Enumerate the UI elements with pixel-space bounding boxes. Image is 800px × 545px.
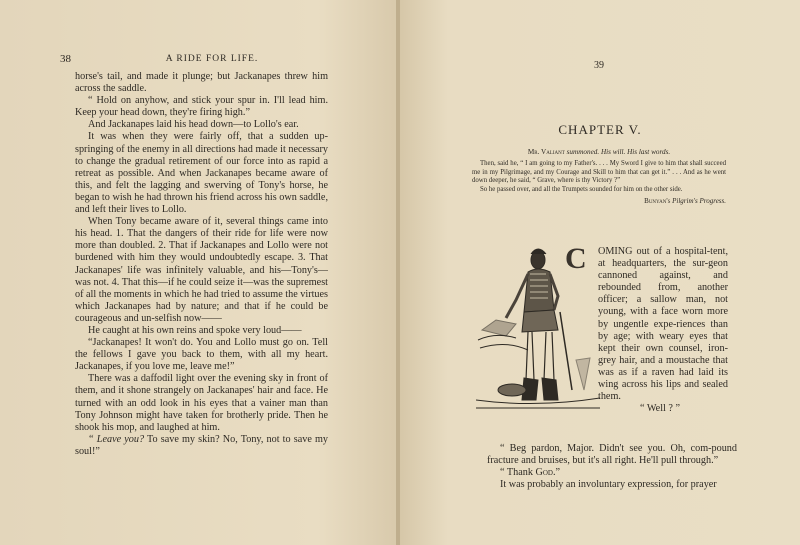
paragraph: It was probably an involuntary expression, for prayer xyxy=(500,479,717,491)
epigraph-paragraph: So he passed over, and all the Trumpets sounded for him on the other side. xyxy=(480,186,683,194)
epigraph xyxy=(472,148,726,206)
left-page xyxy=(0,0,398,545)
final-text: To save my skin? No, Tony, not to save my soul!” xyxy=(75,433,328,457)
thank-end: .” xyxy=(552,467,561,479)
running-title: A RIDE FOR LIFE. xyxy=(165,54,259,64)
drop-cap: C xyxy=(565,242,587,275)
dialogue-line: “ Well ? ” xyxy=(640,403,681,415)
opening-paragraph: OMING out of a hospital-tent, at headquarters, the sur-geon cannoned against, and rebounded from, another officer; a sallow man, not young, with a face worn more by ungentle expe-riences than by age; with weary eyes that kept their own counsel, iron-grey hair, and a moustache that was as if a raven had laid its wing across his lips and sealed them. xyxy=(598,246,728,403)
left-page-body xyxy=(75,71,328,458)
epigraph-heading xyxy=(472,148,726,157)
paragraph xyxy=(487,467,737,479)
epigraph-paragraph: Then, said he, “ I am going to my Father's. . . . My Sword I give to him that shall succeed me in my Pilgrimage, and my Courage and Skill to him that can get it.” . . . And as he went down deeper, he said, “ Grave, where is thy Victory ?” xyxy=(472,159,726,185)
paragraph: It was when they were fairly off, that a sudden up-springing of the enemy in all directions had made it necessary to change the gradual retirement of our force into as rapid a retreat as possible. And when Jackanapes became aware of this, and felt the lagging and swerving of Tony's horse, he began to wish he had thrown his friend across his own saddle, and left their lives to Lollo. xyxy=(75,131,328,216)
paragraph-final xyxy=(75,434,328,458)
paragraph: He caught at his own reins and spoke very loud—— xyxy=(88,324,302,336)
paragraph: “ Hold on anyhow, and stick your spur in. I'll lead him. Keep your head down, they're firing high.” xyxy=(75,95,328,119)
thank-text: “ Thank xyxy=(500,467,536,479)
paragraph: When Tony became aware of it, several things came into his head. 1. That the dangers of their ride for life were now more than doubled. 2. That if Jackanapes and Lollo were not burdened with him they would undoubtedly escape. 3. That Jackanapes' life was infinitely valuable, and his—Tony's—was not. 4. That this—if he could seize it—was the supremest of all the moments in which he had tried to assume the virtues which Jackanapes had by nature; and that if he could be courageous and un-selfish now—— xyxy=(75,216,328,324)
epigraph-source xyxy=(472,197,726,206)
paragraph: “ Beg pardon, Major. Didn't see you. Oh, com-pound fracture and bruises, but it's all right. He'll pull through.” xyxy=(487,443,737,467)
epigraph-subjects: summoned. His will. His last words. xyxy=(566,148,671,156)
paragraph: horse's tail, and made it plunge; but Jackanapes threw him across the saddle. xyxy=(75,71,328,95)
source-title: Pilgrim's Progress. xyxy=(672,196,726,205)
right-page-body xyxy=(487,443,737,491)
paragraph: And Jackanapes laid his head down—to Lollo's ear. xyxy=(88,119,299,131)
left-page-number: 38 xyxy=(60,53,71,65)
italic-phrase: “ Leave you? xyxy=(88,433,145,445)
wrapped-column xyxy=(598,246,728,415)
paragraph: “Jackanapes! It won't do. You and Lollo must go on. Tell the fellows I gave you back to them, with all my heart. Jackanapes, if you love me, leave me!” xyxy=(75,337,328,373)
right-page-number: 39 xyxy=(594,60,604,71)
epigraph-name: Mr. Valiant xyxy=(527,148,565,156)
paragraph: There was a daffodil light over the evening sky in front of them, and it shone strangely on Jackanapes' hair and face. He turned with an odd look in his eyes that a vainer man than Tony Johnson might have taken for brotherly pride. Then he shook his mop, and laughed at him. xyxy=(75,373,328,433)
chapter-title: CHAPTER V. xyxy=(558,122,642,137)
source-author: Bunyan's xyxy=(644,196,671,205)
thank-word: God xyxy=(535,467,553,479)
